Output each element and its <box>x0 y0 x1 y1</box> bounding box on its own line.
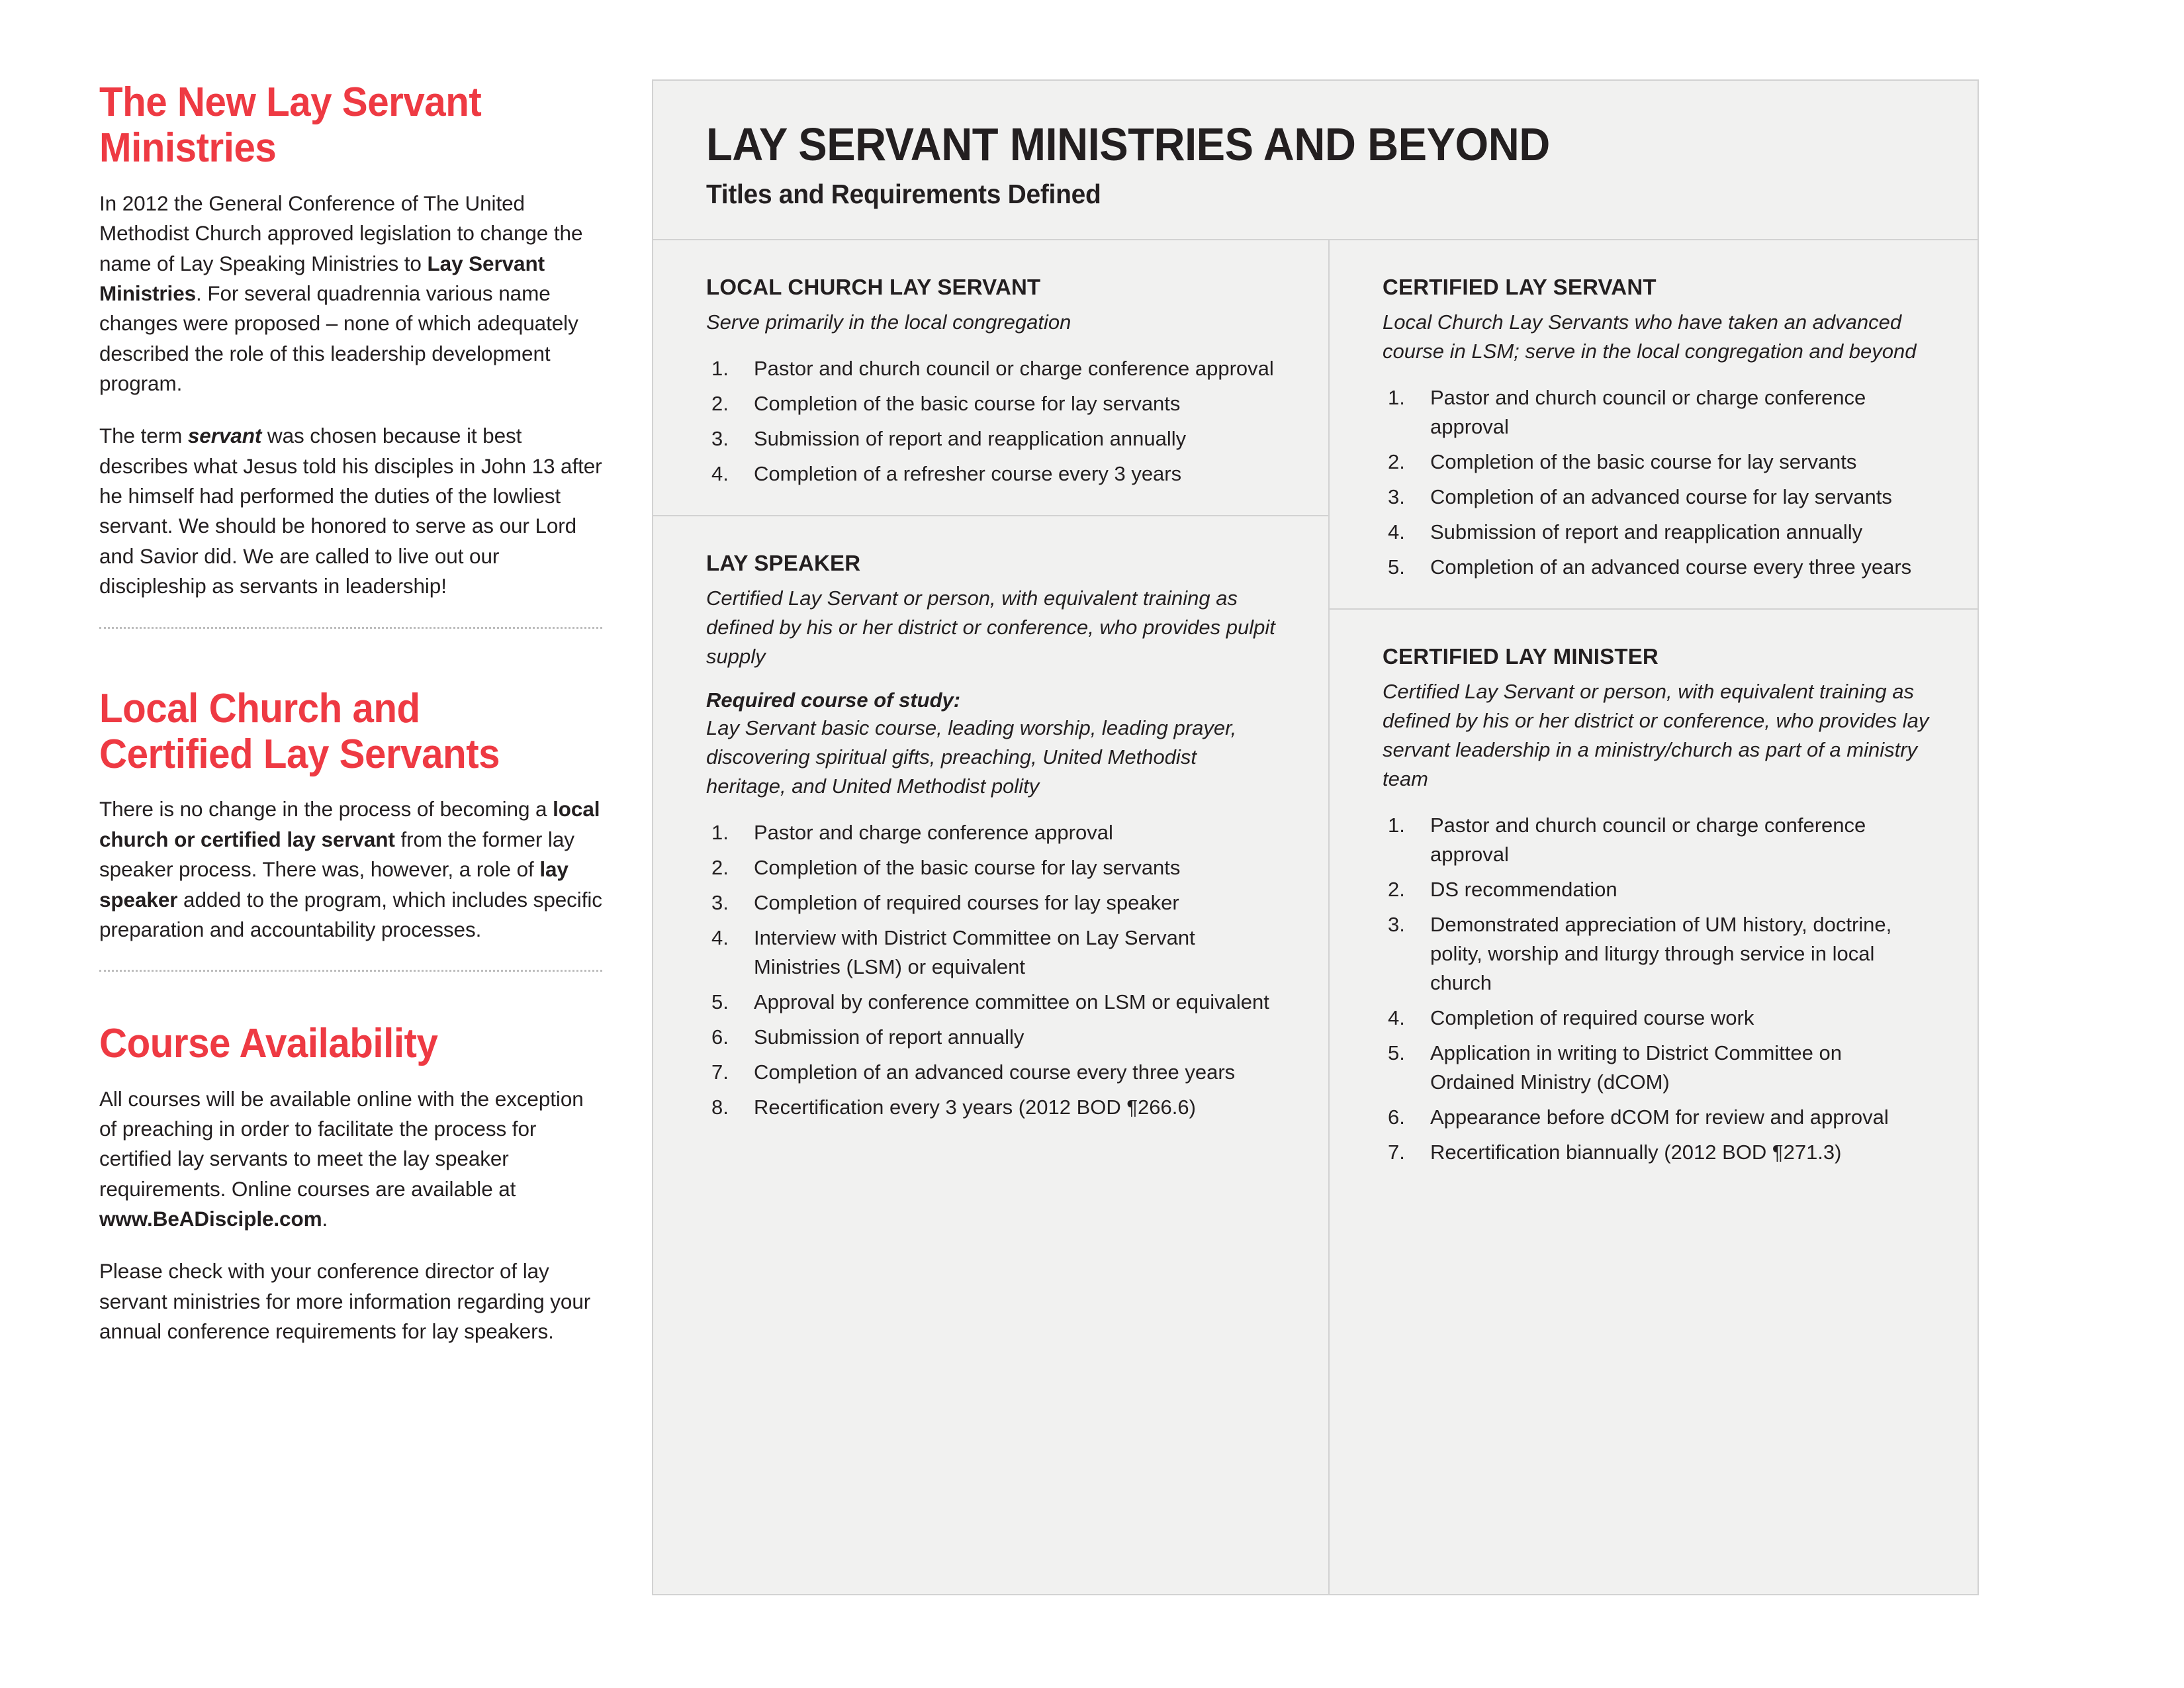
paragraph-conference-director: Please check with your conference director of lay servant ministries for more information regarding your annual conference requirements for lay speakers. <box>99 1259 591 1344</box>
block-lay-speaker <box>653 516 1328 1149</box>
requirement-item: Appearance before dCOM for review and approval <box>1430 1105 1889 1129</box>
requirement-item: Pastor and church council or charge conference approval <box>754 356 1274 380</box>
block-description-lay-speaker: Certified Lay Servant or person, with equivalent training as defined by his or her district or conference, who provides pulpit supply <box>706 586 1275 668</box>
block-title-certified-lay-servant: CERTIFIED LAY SERVANT <box>1383 274 1657 299</box>
panel-subtitle: Titles and Requirements Defined <box>706 178 1101 209</box>
block-subhead-required-course-of-study: Required course of study: <box>706 688 961 712</box>
requirement-item: Recertification every 3 years (2012 BOD ¶266.6) <box>754 1095 1196 1119</box>
block-title-certified-lay-minister: CERTIFIED LAY MINISTER <box>1383 643 1659 669</box>
requirement-item: Application in writing to District Committee on Ordained Ministry (dCOM) <box>1430 1041 1842 1094</box>
requirement-item: Pastor and church council or charge conference approval <box>1430 385 1866 438</box>
requirement-item: Completion of a refresher course every 3 years <box>754 461 1182 485</box>
block-title-lay-speaker: LAY SPEAKER <box>706 550 861 575</box>
block-local-church-lay-servant <box>653 240 1328 516</box>
requirement-item: Completion of the basic course for lay servants <box>1430 449 1857 473</box>
block-title-local-church-lay-servant: LOCAL CHURCH LAY SERVANT <box>706 274 1041 299</box>
divider-dotted-1 <box>99 627 602 629</box>
requirement-item: Interview with District Committee on Lay Servant Ministries (LSM) or equivalent <box>754 925 1195 978</box>
left-article-column <box>99 79 629 1628</box>
block-certified-lay-minister <box>1330 610 1978 1194</box>
panel-title: LAY SERVANT MINISTRIES AND BEYOND <box>706 118 1550 170</box>
requirements-list-local-church-lay-servant <box>706 354 1282 489</box>
requirement-item: DS recommendation <box>1430 877 1617 901</box>
requirements-list-lay-speaker <box>706 818 1282 1122</box>
paragraph-no-change-process: There is no change in the process of becoming a local church or certified lay servant from the former lay speaker process. There was, however, a role of lay speaker added to the program, which includes specific preparation and accountability processes. <box>99 797 602 941</box>
block-course-of-study-lay-speaker: Lay Servant basic course, leading worship, leading prayer, discovering spiritual gifts, preaching, United Methodist heritage, and United Methodist polity <box>706 716 1237 798</box>
requirement-item: Demonstrated appreciation of UM history, doctrine, polity, worship and liturgy through service in local church <box>1430 912 1892 994</box>
block-description-certified-lay-servant: Local Church Lay Servants who have taken an advanced course in LSM; serve in the local congregation and beyond <box>1383 310 1917 363</box>
requirement-item: Completion of the basic course for lay servants <box>754 391 1181 415</box>
section-heading-new-lay-servant-ministries: The New Lay Servant Ministries <box>99 79 482 171</box>
section-heading-course-availability: Course Availability <box>99 1021 438 1067</box>
section-heading-local-church-and-certified-lay-servants: Local Church and Certified Lay Servants <box>99 685 500 777</box>
panel-left-column <box>653 240 1330 1595</box>
requirement-item: Completion of an advanced course for lay servants <box>1430 485 1892 508</box>
paragraph-name-change: In 2012 the General Conference of The United Methodist Church approved legislation to change the name of Lay Speaking Ministries to Lay Servant Ministries. For several quadrennia various name changes were proposed – none of which adequately described the role of this leadership development program. <box>99 191 583 396</box>
paragraph-online-courses: All courses will be available online with the exception of preaching in order to facilitate the process for certified lay servants to meet the lay speaker requirements. Online courses are available at www.BeADisciple.com. <box>99 1086 584 1231</box>
requirements-list-certified-lay-servant <box>1383 383 1931 582</box>
requirement-item: Pastor and church council or charge conference approval <box>1430 813 1866 866</box>
block-description-local-church-lay-servant: Serve primarily in the local congregation <box>706 310 1071 334</box>
requirement-item: Submission of report and reapplication annually <box>1430 520 1863 543</box>
paragraph-term-servant: The term servant was chosen because it best describes what Jesus told his disciples in John 13 after he himself had performed the duties of the lowliest servant. We should be honored to serve as our Lord and Savior did. We are called to live out our discipleship as servants in leadership! <box>99 424 602 598</box>
requirement-item: Completion of an advanced course every three years <box>754 1060 1236 1084</box>
requirement-item: Submission of report and reapplication annually <box>754 426 1187 450</box>
panel-body <box>653 240 1978 1595</box>
requirement-item: Submission of report annually <box>754 1025 1024 1049</box>
requirement-item: Completion of required courses for lay speaker <box>754 890 1179 914</box>
panel-right-column <box>1330 240 1978 1595</box>
block-description-certified-lay-minister: Certified Lay Servant or person, with equivalent training as defined by his or her district or conference, who provides lay servant leadership in a ministry/church as part of a ministry team <box>1383 679 1929 790</box>
requirement-item: Recertification biannually (2012 BOD ¶271.3) <box>1430 1140 1842 1164</box>
requirement-item: Completion of the basic course for lay servants <box>754 855 1181 879</box>
requirements-list-certified-lay-minister <box>1383 811 1931 1167</box>
divider-dotted-2 <box>99 970 602 972</box>
panel-header <box>653 81 1978 240</box>
right-panel-column <box>652 79 2124 1628</box>
requirement-item: Completion of an advanced course every three years <box>1430 555 1912 579</box>
block-certified-lay-servant <box>1330 240 1978 610</box>
requirement-item: Completion of required course work <box>1430 1006 1754 1029</box>
requirement-item: Pastor and charge conference approval <box>754 820 1113 844</box>
titles-and-requirements-panel <box>652 79 1979 1595</box>
requirement-item: Approval by conference committee on LSM or equivalent <box>754 990 1269 1013</box>
